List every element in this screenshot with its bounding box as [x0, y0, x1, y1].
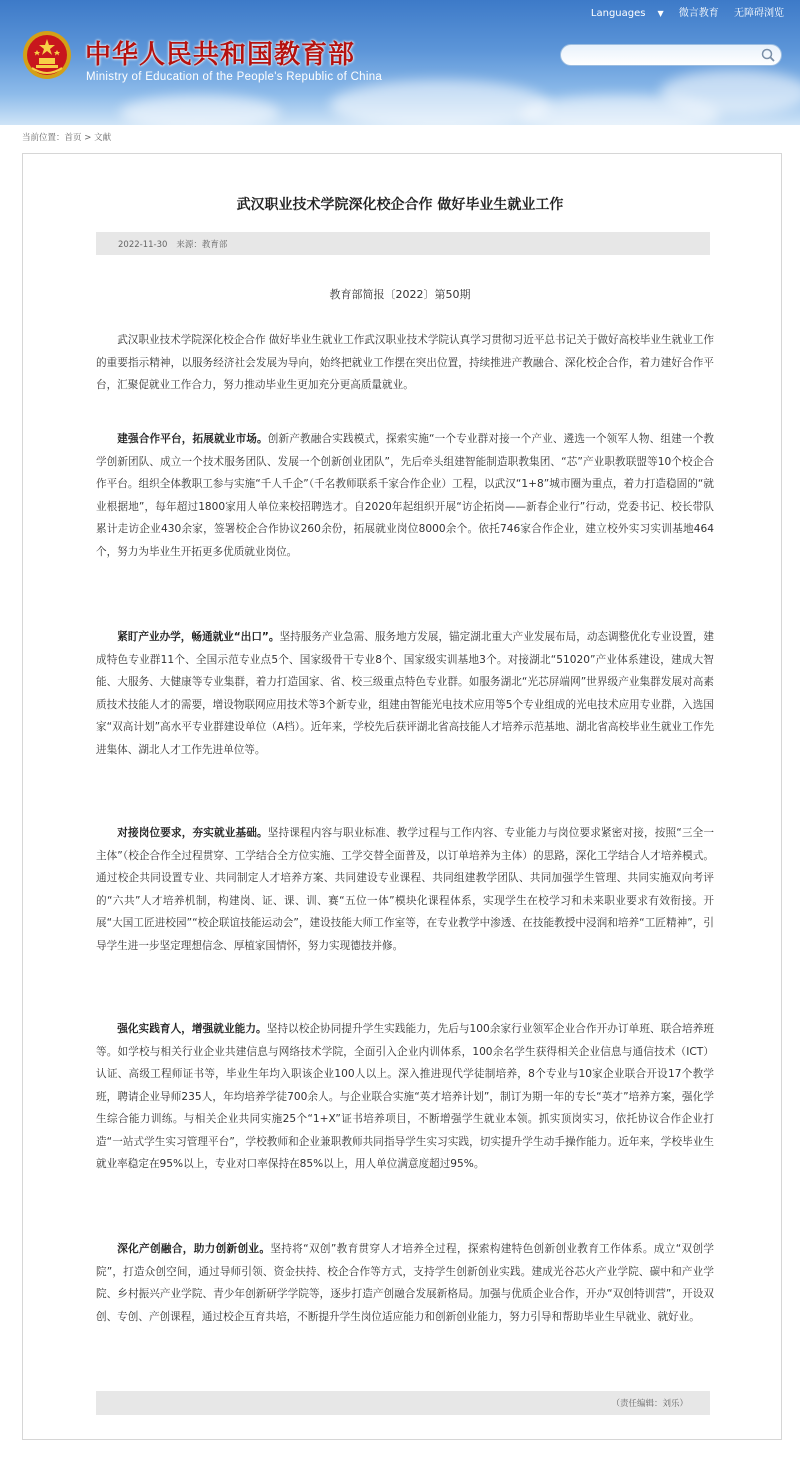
breadcrumb-current[interactable]: 文献	[94, 133, 112, 143]
paragraph-text: 创新产教融合实践模式，探索实施“一个专业群对接一个产业、遴选一个领军人物、组建一个教学创新团队、成立一个技术服务团队、发展一个创新创业团队”，先后牵头组建智能制造职教集团、“芯”产业职教联盟等10个校企合作平台。组织全体教职工参与实施“千人千企”（千名教师联系千家合作企业）工程，以武汉“1+8”城市圈为重点，着力打造稳固的“就业根据地”，每年超过1800家用人单位来校招聘选才。自2020年起组织开展“访企拓岗——新春企业行”行动，党委书记、校长带队累计走访企业430余家，签署校企合作协议260余份，拓展就业岗位8000余个。依托746家合作企业，建立校外实习实训基地464个，努力为毕业生开拓更多优质就业岗位。	[96, 433, 714, 558]
paragraph-heading: 深化产创融合，助力创新创业。	[117, 1243, 271, 1255]
paragraph-heading: 对接岗位要求，夯实就业基础。	[117, 827, 268, 839]
paragraph-heading: 建强合作平台，拓展就业市场。	[117, 433, 268, 445]
article-footer-bar	[96, 1391, 710, 1415]
article-intro: 武汉职业技术学院深化校企合作 做好毕业生就业工作武汉职业技术学院认真学习贯彻习近平总书记关于做好高校毕业生就业工作的重要指示精神，以服务经济社会发展为导向，始终把就业工作摆在突出位置，持续推进产教融合、深化校企合作，着力建好合作平台，汇聚促就业工作合力，努力推动毕业生更加充分更高质量就业。	[96, 334, 714, 391]
paragraph-text: 坚持服务产业急需、服务地方发展，锚定湖北重大产业发展布局，动态调整优化专业设置，建成特色专业群11个、全国示范专业点5个、国家级骨干专业8个、国家级实训基地3个。对接湖北“51020”产业体系建设，建成大智能、大服务、大健康等专业集群，着力打造国家、省、校三级重点特色专业群。如服务湖北“光芯屏端网”世界级产业集群发展对高素质技术技能人才的需要，增设物联网应用技术等3个新专业，组建由智能光电技术应用等5个专业组成的光电技术应用专业群，入选国家“双高计划”高水平专业群建设单位（A档）。近年来，学校先后获评湖北省高技能人才培养示范基地、湖北省高校毕业生就业工作先进集体、湖北人才工作先进单位等。	[96, 631, 714, 756]
breadcrumb-prefix: 当前位置：	[22, 133, 65, 143]
breadcrumb-home[interactable]: 首页	[64, 133, 82, 143]
site-subtitle-en: Ministry of Education of the People's Republic of China	[86, 71, 383, 83]
article-paragraph	[96, 1018, 714, 1176]
article-paragraph	[96, 822, 714, 957]
national-emblem-icon[interactable]	[22, 30, 72, 80]
breadcrumb	[22, 131, 111, 143]
site-title[interactable]: 中华人民共和国教育部	[85, 40, 356, 70]
article-title: 武汉职业技术学院深化校企合作 做好毕业生就业工作	[236, 197, 564, 213]
paragraph-heading: 强化实践育人，增强就业能力。	[117, 1023, 267, 1035]
weiyan-link[interactable]: 微言教育	[678, 8, 719, 19]
languages-link[interactable]: Languages ▼	[590, 8, 664, 19]
search-box	[560, 44, 782, 66]
article-date: 2022-11-30	[118, 240, 168, 250]
paragraph-text: 坚持将“双创”教育贯穿人才培养全过程，探索构建特色创新创业教育工作体系。成立“双创学院”，打造众创空间，通过导师引领、资金扶持、校企合作等方式，支持学生创新创业实践。建成光谷芯火产业学院、碳中和产业学院、乡村振兴产业学院、青少年创新研学学院等，逐步打造产创融合发展新格局。加强与优质企业合作，开办“双创特训营”，开设双创、专创、产创课程，通过校企互育共培，不断提升学生岗位适应能力和创新创业能力，努力引导和帮助毕业生早就业、就好业。	[96, 1243, 715, 1323]
article-subtitle: 教育部简报〔2022〕第50期	[329, 288, 471, 301]
article-meta-bar	[96, 232, 710, 255]
chevron-down-icon: ▼	[657, 9, 664, 18]
accessibility-link[interactable]: 无障碍浏览	[734, 8, 784, 19]
paragraph-text: 坚持课程内容与职业标准、教学过程与工作内容、专业能力与岗位要求紧密对接，按照“三全一主体”（校企合作全过程贯穿、工学结合全方位实施、工学交替全面普及，以订单培养为主体）的思路，深化工学结合人才培养模式。通过校企共同设置专业、共同制定人才培养方案、共同建设专业课程、共同组建教学团队、共同加强学生管理、共同实施双向考评的“六共”人才培养机制，构建岗、证、课、训、赛“五位一体”模块化课程体系，实现学生在校学习和未来职业要求有效衔接。开展“大国工匠进校园”“校企联谊技能运动会”，建设技能大师工作室等，在专业教学中渗透、在技能教授中浸润和培养“工匠精神”，引导学生进一步坚定理想信念、厚植家国情怀，努力实现德技并修。	[96, 827, 714, 952]
article-paragraph	[96, 626, 714, 761]
article-paragraph	[96, 1238, 714, 1328]
search-icon[interactable]	[761, 48, 775, 62]
top-links	[567, 4, 784, 19]
paragraph-heading: 紧盯产业办学，畅通就业“出口”。	[117, 631, 280, 643]
responsible-editor: （责任编辑：刘乐）	[611, 1399, 688, 1409]
article-paragraph	[96, 428, 714, 563]
search-input[interactable]	[571, 47, 745, 65]
article-source: 来源：教育部	[176, 240, 228, 250]
breadcrumb-separator: >	[81, 133, 95, 143]
paragraph-text: 坚持以校企协同提升学生实践能力，先后与100余家行业领军企业合作开办订单班、联合培养班等。如学校与相关行业企业共建信息与网络技术学院，全面引入企业内训体系，100余名学生获得相关企业信息与通信技术（ICT）认证、高级工程师证书等，毕业生年均入职该企业100人以上。深入推进现代学徒制培养，8个专业与10家企业联合开设17个教学班，聘请企业导师235人，年均培养学徒700余人。与企业联合实施“英才培养计划”，制订为期一年的专长“英才”培养方案，强化学生综合能力训练。与相关企业共同实施25个“1+X”证书培养项目，不断增强学生就业本领。抓实顶岗实习，依托协议合作企业打造“一站式学生实习管理平台”，学校教师和企业兼职教师共同指导学生实习实践，切实提升学生动手操作能力。近年来，学校毕业生就业率稳定在95%以上，专业对口率保持在85%以上，用人单位满意度超过95%。	[96, 1023, 715, 1170]
